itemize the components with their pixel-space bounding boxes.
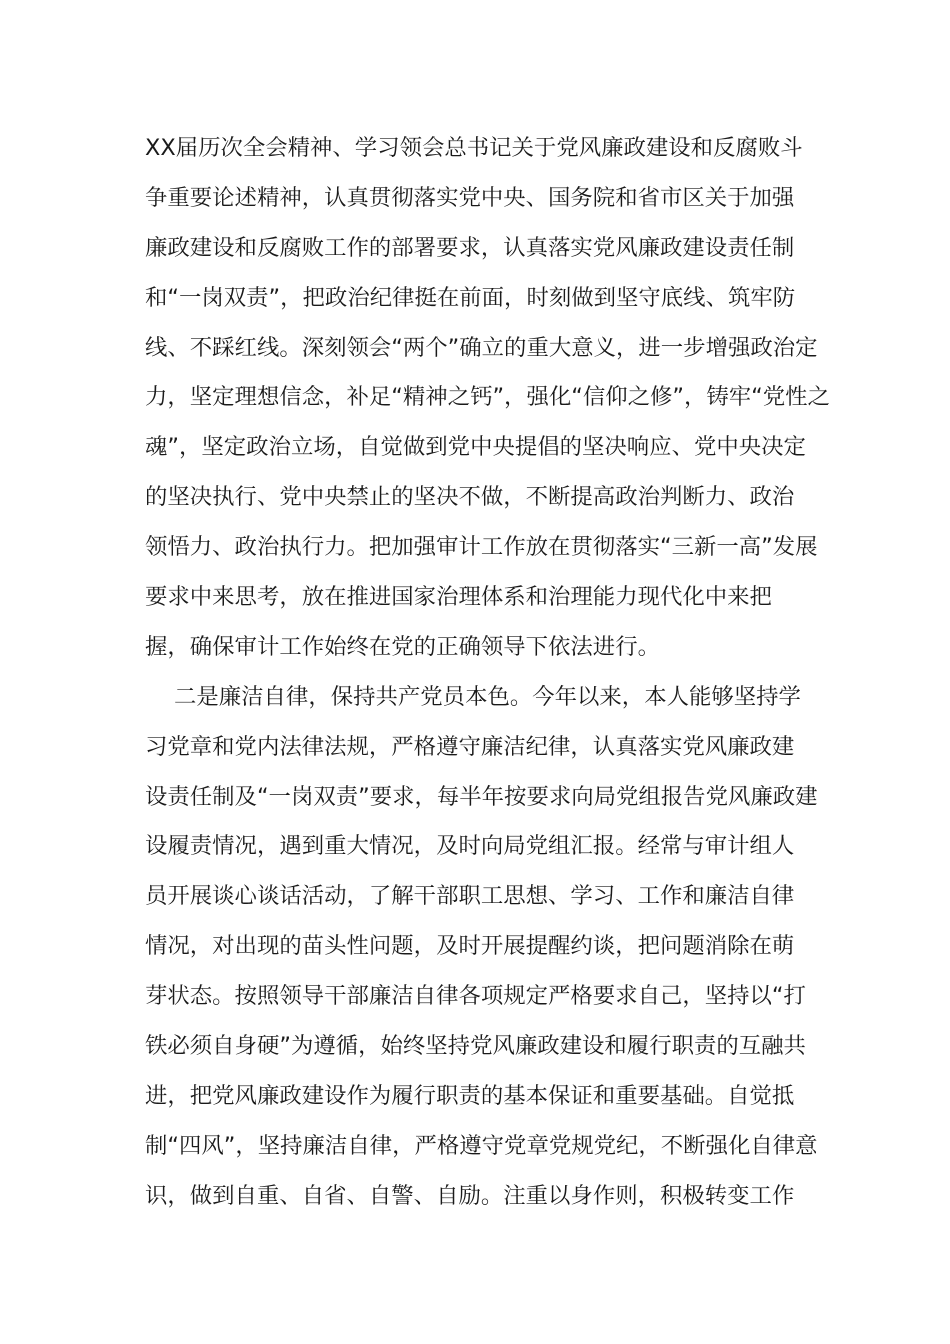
text-line: XX届历次全会精神、学习领会总书记关于党风廉政建设和反腐败斗 <box>145 135 803 161</box>
text-line: 识，做到自重、自省、自警、自励。注重以身作则，积极转变工作 <box>145 1182 795 1209</box>
text-line: 设责任制及“一岗双责”要求，每半年按要求向局党组报告党风廉政建 <box>145 783 818 810</box>
text-line: 二是廉洁自律，保持共产党员本色。今年以来，本人能够坚持学 <box>174 683 801 710</box>
text-line: 铁必须自身硬”为遵循，始终坚持党风廉政建设和履行职责的互融共 <box>145 1033 806 1060</box>
text-line: 进，把党风廉政建设作为履行职责的基本保证和重要基础。自觉抵 <box>145 1082 795 1109</box>
text-line: 芽状态。按照领导干部廉洁自律各项规定严格要求自己，坚持以“打 <box>145 983 806 1010</box>
text-line: 设履责情况，遇到重大情况，及时向局党组汇报。经常与审计组人 <box>145 833 795 860</box>
text-line: 习党章和党内法律法规，严格遵守廉洁纪律，认真落实党风廉政建 <box>145 733 795 760</box>
text-line: 和“一岗双责”，把政治纪律挺在前面，时刻做到坚守底线、筑牢防 <box>145 284 796 311</box>
text-line: 要求中来思考，放在推进国家治理体系和治理能力现代化中来把 <box>145 584 772 611</box>
text-line: 力，坚定理想信念，补足“精神之钙”，强化“信仰之修”，铸牢“党性之 <box>145 384 830 411</box>
text-line: 廉政建设和反腐败工作的部署要求，认真落实党风廉政建设责任制 <box>145 234 795 261</box>
document-body <box>145 124 830 1222</box>
text-line: 握，确保审计工作始终在党的正确领导下依法进行。 <box>145 633 660 660</box>
text-line: 制“四风”，坚持廉洁自律，严格遵守党章党规党纪，不断强化自律意 <box>145 1132 818 1159</box>
text-line: 魂”，坚定政治立场，自觉做到党中央提倡的坚决响应、党中央决定 <box>145 434 806 461</box>
paragraph-1 <box>145 124 830 673</box>
text-line: 领悟力、政治执行力。把加强审计工作放在贯彻落实“三新一高”发展 <box>145 534 818 561</box>
text-line: 员开展谈心谈话活动，了解干部职工思想、学习、工作和廉洁自律 <box>145 883 795 910</box>
text-line: 线、不踩红线。深刻领会“两个”确立的重大意义，进一步增强政治定 <box>145 334 818 361</box>
text-line: 争重要论述精神，认真贯彻落实党中央、国务院和省市区关于加强 <box>145 184 795 211</box>
text-line: 的坚决执行、党中央禁止的坚决不做，不断提高政治判断力、政治 <box>145 484 795 511</box>
text-line: 情况，对出现的苗头性问题，及时开展提醒约谈，把问题消除在萌 <box>145 933 795 960</box>
paragraph-2 <box>145 673 818 1222</box>
